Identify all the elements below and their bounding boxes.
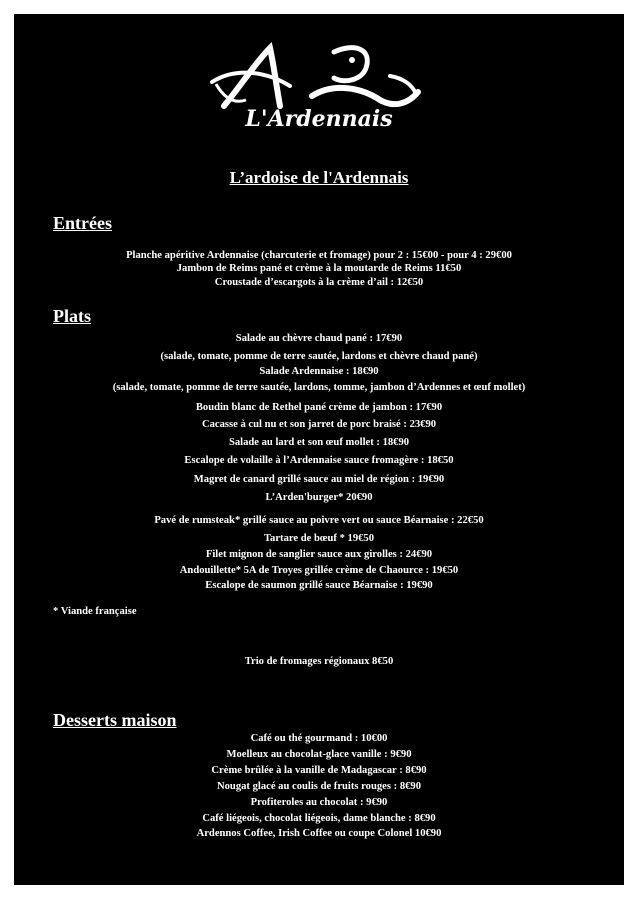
restaurant-logo [194, 38, 444, 134]
menu-item: Filet mignon de sanglier sauce aux girolles : 24€90 [205, 549, 433, 560]
menu-item: Andouillette* 5A de Troyes grillée crème de Chaource : 19€50 [179, 565, 459, 576]
menu-item: Pavé de rumsteak* grillé sauce au poivre vert ou sauce Béarnaise : 22€50 [154, 515, 484, 526]
menu-item-description: (salade, tomate, pomme de terre sautée, lardons, tomme, jambon d’Ardennes et œuf mollet) [112, 382, 526, 393]
logo-emblem-icon [194, 38, 444, 134]
menu-item: Cacasse à cul nu et son jarret de porc braisé : 23€90 [201, 419, 437, 430]
entrees-heading: Entrées [53, 213, 112, 233]
menu-item-description: (salade, tomate, pomme de terre sautée, lardons et chèvre chaud pané) [160, 351, 478, 362]
cheese-item: Trio de fromages régionaux 8€50 [244, 656, 394, 667]
menu-item: Salade au lard et son œuf mollet : 18€90 [228, 437, 410, 448]
menu-item: Crème brûlée à la vanille de Madagascar : 8€90 [211, 765, 427, 776]
menu-item: Magret de canard grillé sauce au miel de région : 19€90 [193, 474, 445, 485]
menu-item: Café ou thé gourmand : 10€00 [250, 733, 388, 744]
menu-item: Café liégeois, chocolat liégeois, dame blanche : 8€90 [202, 813, 436, 824]
menu-item: Croustade d’escargots à la crème d’ail : 12€50 [214, 277, 424, 288]
menu-item: Salade Ardennaise : 18€90 [259, 366, 379, 377]
menu-item: Nougat glacé au coulis de fruits rouges : 8€90 [216, 781, 422, 792]
menu-item: Moelleux au chocolat-glace vanille : 9€90 [226, 749, 412, 760]
menu-item: Boudin blanc de Rethel pané crème de jambon : 17€90 [195, 402, 443, 413]
menu-board [14, 14, 624, 885]
menu-item: Escalope de saumon grillé sauce Béarnaise : 19€90 [205, 580, 433, 591]
menu-title: L’ardoise de l'Ardennais [229, 168, 409, 187]
menu-item: Ardennos Coffee, Irish Coffee ou coupe Colonel 10€90 [196, 828, 442, 839]
desserts-heading: Desserts maison [53, 710, 177, 730]
menu-item: Escalope de volaille à l’Ardennaise sauce fromagère : 18€50 [184, 455, 454, 466]
menu-item: Profiteroles au chocolat : 9€90 [250, 797, 388, 808]
menu-item: Salade au chèvre chaud pané : 17€90 [235, 333, 403, 344]
footnote: * Viande française [53, 606, 137, 617]
menu-item: Jambon de Reims pané et crème à la moutarde de Reims 11€50 [176, 263, 462, 274]
svg-text:L'Ardennais: L'Ardennais [245, 106, 393, 132]
menu-item: Tartare de bœuf * 19€50 [263, 533, 375, 544]
menu-item: Planche apéritive Ardennaise (charcuterie et fromage) pour 2 : 15€00 - pour 4 : 29€00 [126, 250, 512, 261]
plats-heading: Plats [53, 306, 91, 326]
menu-item: L’Arden'burger* 20€90 [265, 492, 373, 503]
